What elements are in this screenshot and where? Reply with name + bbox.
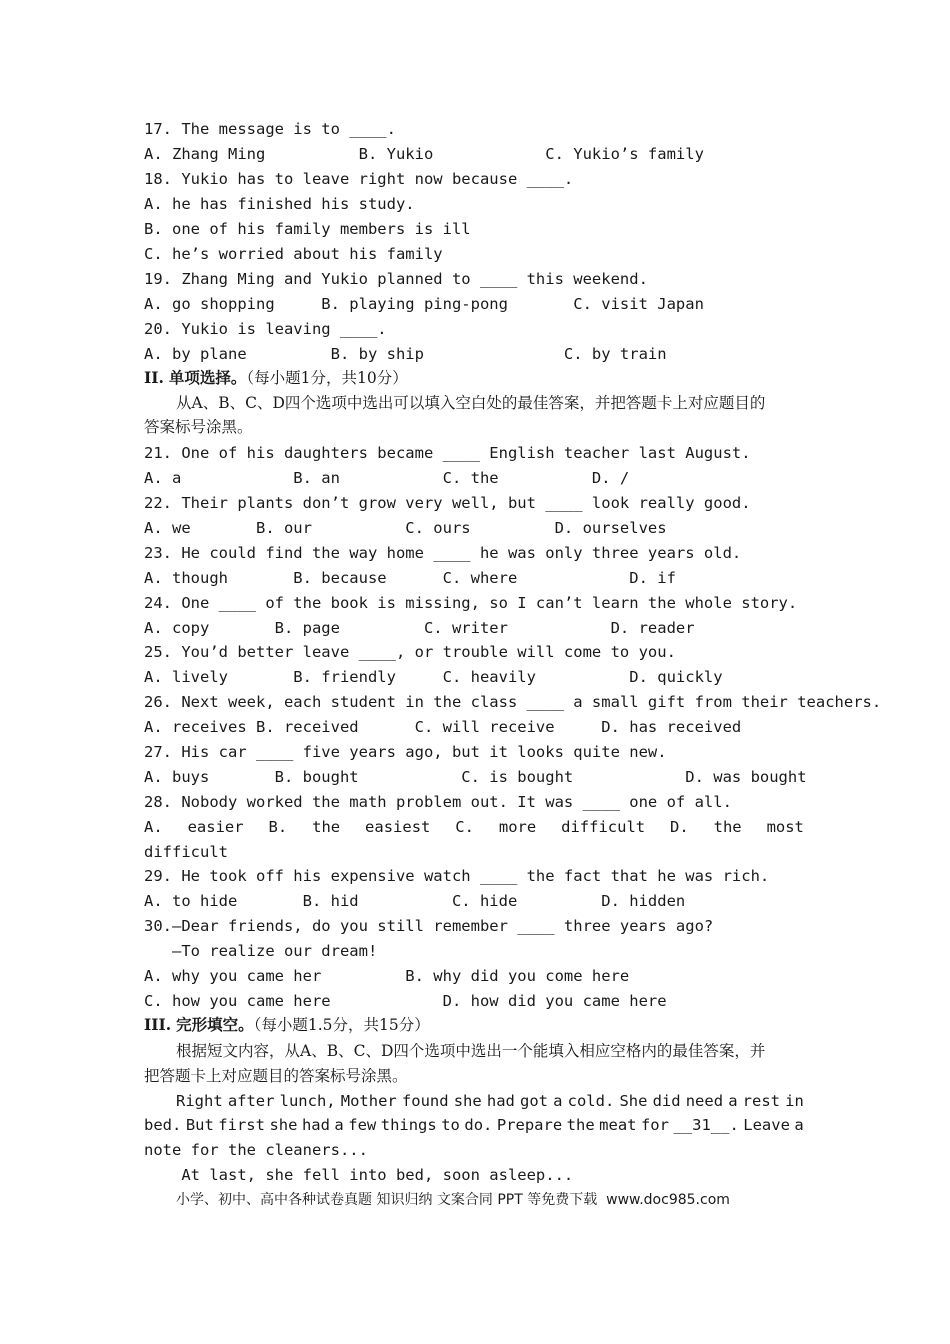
section-2-number: II. [144, 368, 164, 387]
section-2-heading [144, 367, 408, 389]
passage-word: she [453, 1092, 482, 1110]
passage-word: Mother [340, 1092, 397, 1110]
passage-word: to [441, 1116, 460, 1134]
question-17: 17. The message is to ____. [144, 120, 396, 138]
section-2-instruction-cont: 答案标号涂黑。 [144, 418, 253, 436]
section-3-title: 完形填空。 [176, 1015, 254, 1034]
question-29: 29. He took off his expensive watch ____ the fact that he was rich. [144, 867, 770, 885]
passage-word: she [269, 1116, 298, 1134]
question-24-options: A. copy B. page C. writer D. reader [144, 619, 695, 637]
footer-banner [176, 1189, 730, 1211]
question-28-options-cont: difficult [144, 843, 228, 861]
question-30: 30.—Dear friends, do you still remember ____ three years ago? [144, 917, 714, 935]
passage-word: a [794, 1116, 804, 1134]
passage-line-2 [144, 1114, 804, 1136]
section-3-heading [144, 1014, 430, 1036]
q28-word: the [713, 818, 742, 836]
section-3-number: III. [144, 1015, 172, 1034]
q28-word: D. [670, 818, 689, 836]
passage-word: meat [599, 1116, 637, 1134]
passage-word: Prepare [496, 1116, 563, 1134]
q28-word: B. [268, 818, 288, 836]
question-17-options: A. Zhang Ming B. Yukio C. Yukio’s family [144, 145, 704, 163]
q28-word: the [312, 818, 341, 836]
q28-word: most [766, 818, 804, 836]
question-18: 18. Yukio has to leave right now because ____. [144, 170, 574, 188]
q28-word: A. [144, 818, 163, 836]
q28-word: C. [455, 818, 474, 836]
passage-word: But [185, 1116, 214, 1134]
passage-word: got [520, 1092, 548, 1110]
passage-word: the [566, 1116, 595, 1134]
passage-word: rest [742, 1092, 780, 1110]
question-26: 26. Next week, each student in the class ____ a small gift from their teachers. [144, 693, 882, 711]
section-2-score: （每小题1分，共10分） [246, 369, 408, 387]
passage-word: a [728, 1092, 738, 1110]
question-25: 25. You’d better leave ____, or trouble will come to you. [144, 643, 676, 661]
section-2-instruction: 从A、B、C、D四个选项中选出可以填入空白处的最佳答案，并把答题卡上对应题目的 [176, 394, 766, 412]
passage-word: bed. [144, 1116, 182, 1134]
footer-url[interactable]: www.doc985.com [606, 1192, 730, 1208]
passage-word: things [380, 1116, 437, 1134]
passage-word: after [227, 1092, 275, 1110]
section-2-title: 单项选择。 [168, 368, 247, 387]
section-3-instruction: 根据短文内容，从A、B、C、D四个选项中选出一个能填入相应空格内的最佳答案，并 [176, 1042, 766, 1060]
passage-line-3: note for the cleaners... [144, 1141, 368, 1159]
question-29-options: A. to hide B. hid C. hide D. hidden [144, 892, 686, 910]
passage-word: She [619, 1092, 648, 1110]
question-21-options: A. a B. an C. the D. / [144, 469, 630, 487]
passage-word: do. [464, 1116, 493, 1134]
question-18-option-b: B. one of his family members is ill [144, 220, 471, 238]
question-28-options [144, 816, 804, 838]
question-22-options: A. we B. our C. ours D. ourselves [144, 519, 667, 537]
passage-line-1 [176, 1090, 804, 1112]
question-23-options: A. though B. because C. where D. if [144, 569, 676, 587]
footer-text: 小学、初中、高中各种试卷真题 知识归纳 文案合同 PPT 等免费下载 [176, 1192, 598, 1208]
question-23: 23. He could find the way home ____ he was only three years old. [144, 544, 742, 562]
passage-word: Leave [743, 1116, 790, 1134]
q28-word: easiest [365, 818, 431, 836]
passage-word: __31__. [673, 1116, 739, 1134]
question-22: 22. Their plants don’t grow very well, but ____ look really good. [144, 494, 751, 512]
q28-word: more [498, 818, 537, 836]
passage-word: first [218, 1116, 265, 1134]
passage-word: a [553, 1092, 563, 1110]
question-25-options: A. lively B. friendly C. heavily D. quickly [144, 668, 723, 686]
question-20-options: A. by plane B. by ship C. by train [144, 345, 667, 363]
passage-word: found [401, 1092, 449, 1110]
question-18-option-a: A. he has finished his study. [144, 195, 415, 213]
question-30-options-ab: A. why you came her B. why did you come here [144, 967, 630, 985]
passage-word: had [486, 1092, 515, 1110]
passage-word: Right [176, 1092, 223, 1110]
passage-word: need [685, 1092, 724, 1110]
passage-word: had [301, 1116, 330, 1134]
question-28: 28. Nobody worked the math problem out. It was ____ one of all. [144, 793, 732, 811]
passage-word: cold. [567, 1092, 615, 1110]
passage-line-4: At last, she fell into bed, soon asleep... [144, 1166, 574, 1184]
passage-word: in [785, 1092, 804, 1110]
section-3-instruction-cont: 把答题卡上对应题目的答案标号涂黑。 [144, 1067, 408, 1085]
q28-word: difficult [561, 818, 646, 836]
question-30-options-cd: C. how you came here D. how did you came here [144, 992, 667, 1010]
passage-word: lunch, [279, 1092, 336, 1110]
question-20: 20. Yukio is leaving ____. [144, 320, 387, 338]
question-24: 24. One ____ of the book is missing, so I can’t learn the whole story. [144, 594, 798, 612]
passage-word: did [652, 1092, 681, 1110]
question-21: 21. One of his daughters became ____ English teacher last August. [144, 444, 751, 462]
question-27: 27. His car ____ five years ago, but it looks quite new. [144, 743, 667, 761]
question-30-reply: —To realize our dream! [144, 942, 378, 960]
question-18-option-c: C. he’s worried about his family [144, 245, 443, 263]
section-3-score: （每小题1.5分，共15分） [253, 1016, 430, 1034]
passage-word: few [348, 1116, 377, 1134]
passage-word: a [334, 1116, 344, 1134]
question-19: 19. Zhang Ming and Yukio planned to ____ this weekend. [144, 270, 648, 288]
passage-word: for [640, 1116, 669, 1134]
question-27-options: A. buys B. bought C. is bought D. was bought [144, 768, 807, 786]
question-26-options: A. receives B. received C. will receive D. has received [144, 718, 742, 736]
q28-word: easier [187, 818, 244, 836]
question-19-options: A. go shopping B. playing ping-pong C. visit Japan [144, 295, 704, 313]
